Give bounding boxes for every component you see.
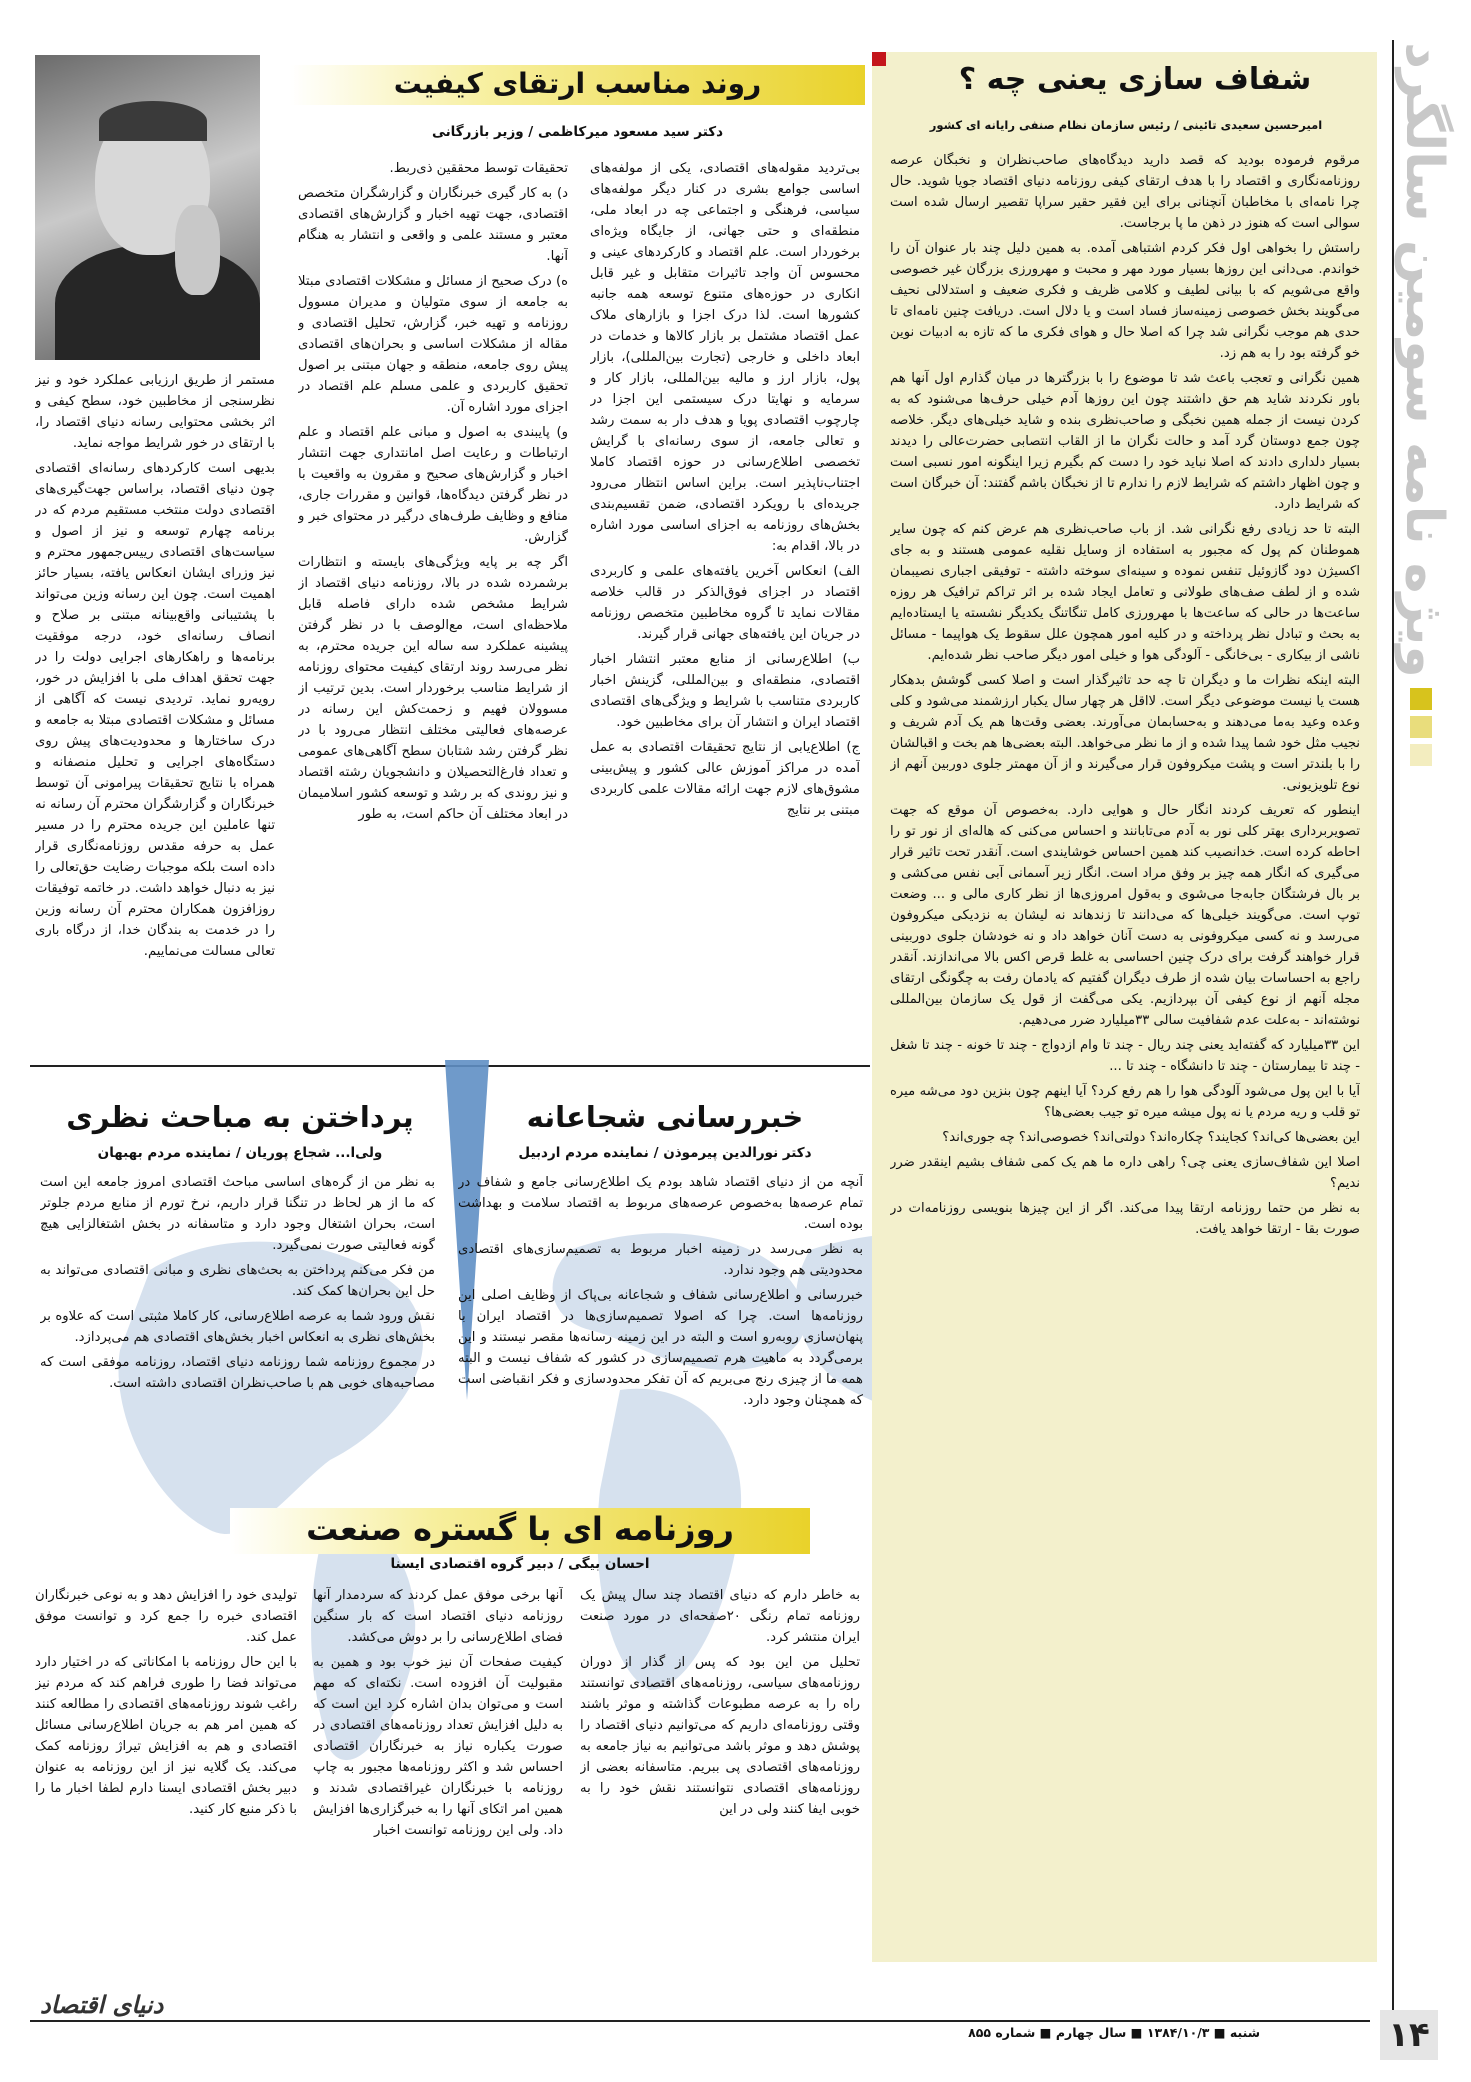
article3-byline: ولی‌ا... شجاع پوریان / نماینده مردم بهبهان [97, 1145, 383, 1161]
banner-square-1 [1410, 688, 1432, 710]
sidebar-body [890, 150, 1360, 1950]
sidebar-paragraph: این ۳۳میلیارد که گفته‌اید یعنی چند ریال - چند تا وام ازدواج - چند تا خونه - چند تا شغل - چند تا بیمارستان - چند تا دانشگاه - چند تا ... [890, 1038, 1360, 1074]
special-issue-banner [1388, 40, 1460, 680]
sidebar-title: شفاف سازی یعنی چه ؟ [958, 62, 1312, 97]
article3-paragraph: من فکر می‌کنم پرداختن به بحث‌های نظری و مبانی اقتصادی می‌تواند به حل این بحران‌ها کمک کند. [40, 1263, 435, 1299]
article1-column-3 [35, 370, 275, 1053]
issue-info: شنبه ■ ۱۳۸۴/۱۰/۳ ■ سال چهارم ■ شماره ۸۵۵ [968, 2025, 1260, 2040]
publication-logo: دنیای اقتصاد [40, 1990, 164, 2019]
banner-text: ویژه نامه سومین سالگرد [1394, 42, 1454, 678]
article2-paragraph: خبررسانی و اطلاع‌رسانی شفاف و شجاعانه بی‌پاک از وظایف اصلی این روزنامه‌ها است. چرا که اصولا تصمیم‌سازی‌ها در اقتصاد ایران با پنهان‌سازی روبه‌رو است و البته در این زمینه رسانه‌ها مقصر نیستند و این برمی‌گردد به ماهیت هرم تصمیم‌سازی در کشور که شفاف نیست و البته همه ما از چیزی رنج می‌بریم که آن تفکر محدودسازی و فکر انقباضی است که همچنان وجود دارد. [458, 1288, 863, 1408]
article1-paragraph: ه) درک صحیح از مسائل و مشکلات اقتصادی مبتلا به جامعه از سوی متولیان و مدیران مسوول روزنامه و تهیه خبر، گزارش، تحلیل اقتصادی و مقاله از مشکلات اساسی و بحران‌های اقتصادی پیش روی جامعه، منطقه و جهان مبتنی بر اصول تحقیق کاربردی و علمی مسلم علم اقتصاد در اجزای مورد اشاره آن. [298, 274, 568, 415]
sidebar-paragraph: اصلا این شفاف‌سازی یعنی چی؟ راهی داره ما هم یک کمی شفاف بشیم اینقدر ضرر ندیم؟ [890, 1155, 1360, 1191]
sidebar-paragraph: مرقوم فرموده بودید که قصد دارید دیدگاه‌های صاحب‌نظران و نخبگان عرصه روزنامه‌نگاری و اقتصاد را با هدف ارتقای کیفی روزنامه دنیای اقتصاد جویا شوید. حال چرا نامه‌ای با مخاطبان آنچنانی برای این فقیر حقیر سراپا تقصیر ارسال شده است سوالی است که هنوز در ذهن ما پا برجاست. [890, 153, 1360, 231]
article4-title: روزنامه ای با گستره صنعت [306, 1510, 734, 1548]
footer-rule [30, 2020, 1370, 2022]
article2-paragraph: آنچه من از دنیای اقتصاد شاهد بودم یک اطلاع‌رسانی جامع و شفاف در تمام عرصه‌ها به‌خصوص عرصه‌های مربوط به اقتصاد سلامت و بهداشت بوده است. [458, 1175, 863, 1232]
article2-paragraph: به نظر می‌رسد در زمینه اخبار مربوط به تصمیم‌سازی‌های اقتصادی محدودیتی هم وجود ندارد. [458, 1242, 863, 1278]
article1-paragraph: و) پایبندی به اصول و مبانی علم اقتصاد و علم ارتباطات و رعایت اصل امانتداری جهت انتشار اخبار و گزارش‌های صحیح و مقرون به واقعیت با در نظر گرفتن دیدگاه‌ها، قوانین و مقررات جاری، منافع و وظایف طرف‌های درگیر در محتوای خبر و گزارش. [298, 425, 568, 545]
article1-paragraph: ج) اطلاع‌یابی از نتایج تحقیقات اقتصادی به عمل آمده در مراکز آموزش عالی کشور و پیش‌بینی مشوق‌های لازم جهت ارائه مقالات علمی کاربردی مبتنی بر نتایج [590, 740, 860, 818]
article4-column-3 [35, 1585, 297, 1955]
article4-column-1 [580, 1585, 860, 1955]
article1-column-1 [590, 158, 860, 1053]
article1-title: روند مناسب ارتقای کیفیت [393, 67, 762, 100]
article3-title: پرداختن به مباحث نظری [66, 1100, 414, 1134]
sidebar-paragraph: راستش را بخواهی اول فکر کردم اشتباهی آمده. به همین دلیل چند بار عنوان آن را خواندم. می‌دانی این روزها بسیار مورد مهر و محبت و مهرورزی بزرگان غیر خصوصی واقع می‌شویم که با بیانی لطیف و کلامی ظریف و فکری ضعیف و استدلالی نحیف می‌گویند بخش خصوصی زمینه‌ساز فساد است و یا دلال است. دریافت چنین نامه‌ای تا حدی هم موجب نگرانی شد چرا که اصلا حال و هوای فکری ما که تازه به ادبیات نوین خو گرفته بود را به هم زد. [890, 241, 1360, 361]
sidebar-paragraph: البته اینکه نظرات ما و دیگران تا چه حد تاثیرگذار است و اصلا کسی گوشش بدهکار هست یا نیست موضوعی دیگر است. لااقل هر چهار سال یکبار ارزشمند می‌شود و کلی وعده وعید به‌ما می‌دهند و به‌حسابمان می‌آورند. بعضی وقت‌ها هم یک آدم شریف و نجیب مثل خود شما پیدا شده و از ما نظر می‌خواهد. البته بعضی‌ها هم بخت و اقبالشان را با بلندتر است و پشت میکروفون قرار می‌گیرند و از آن مهمتر جلوی دوربین آنهم از نوع تلویزیونی. [890, 673, 1360, 793]
banner-square-2 [1410, 716, 1432, 738]
banner-square-3 [1410, 744, 1432, 766]
sidebar-paragraph: آیا با این پول می‌شود آلودگی هوا را هم رفع کرد؟ آیا اینهم چون بنزین دود می‌شه میره تو قلب و ریه مردم یا نه پول میشه میره تو جیب بعضی‌ها؟ [890, 1084, 1360, 1120]
article1-paragraph: ب) اطلاع‌رسانی از منابع معتبر انتشار اخبار اقتصادی، منطقه‌ای و بین‌المللی، گزینش اخبار کاربردی متناسب با شرایط و ویژگی‌های اقتصادی اقتصاد ایران و انتشار آن برای مخاطبین خود. [590, 652, 860, 730]
article4-column-2 [313, 1585, 563, 1955]
article1-column-2 [298, 158, 568, 1053]
article1-paragraph: د) به کار گیری خبرنگاران و گزارشگران متخصص اقتصادی، جهت تهیه اخبار و گزارش‌های اقتصادی معتبر و مستند علمی و واقعی و انتشار به هنگام آنها. [298, 186, 568, 264]
article1-paragraph: اگر چه بر پایه ویژگی‌های بایسته و انتظارات برشمرده شده در بالا، روزنامه دنیای اقتصاد از شرایط مشخص شده دارای فاصله قابل ملاحظه‌ای است، مع‌الوصف با در نظر گرفتن پیشینه عملکرد سه ساله این جریده محترم، به نظر می‌رسد روند ارتقای کیفیت محتوای روزنامه از شرایط مناسب برخوردار است. بدین ترتیب از مسوولان فهیم و زحمت‌کش این رسانه در عرصه‌های فعالیتی مختلف انتظار می‌رود با در نظر گرفتن رشد شتابان سطح آگاهی‌های عمومی و تعداد فارغ‌التحصیلان و دانشجویان رشته اقتصاد و نیز روندی که بر رشد و توسعه کشور اسلامیمان در ابعاد مختلف آن حاکم است، به طور [298, 555, 568, 822]
article3-body [40, 1172, 435, 1482]
article3-paragraph: نقش ورود شما به عرصه اطلاع‌رسانی، کار کاملا مثبتی است که علاوه بر بخش‌های نظری به انعکاس اخبار بخش‌های اقتصادی هم می‌پردازد. [40, 1309, 435, 1345]
article1-byline: دکتر سید مسعود میرکاظمی / وزیر بازرگانی [431, 124, 724, 140]
article1-paragraph: الف) انعکاس آخرین یافته‌های علمی و کاربردی اقتصاد در اجزای فوق‌الذکر در قالب خلاصه مقالات نماید تا گروه مخاطبین متخصص روزنامه در جریان این یافته‌های جهانی قرار گیرند. [590, 564, 860, 642]
article4-paragraph: کیفیت صفحات آن نیز خوب بود و همین به مقبولیت آن افزوده است. نکته‌ای که مهم است و می‌توان بدان اشاره کرد این است که به دلیل افزایش تعداد روزنامه‌های اقتصادی در صورت یکباره نیاز به خبرنگاران اقتصادی احساس شد و اکثر روزنامه‌ها مجبور به چاپ روزنامه با خبرنگاران غیراقتصادی شدند و همین امر اتکای آنها را به خبرگزاری‌ها افزایش داد. ولی این روزنامه توانست اخبار [313, 1655, 563, 1838]
article4-byline: احسان بیگی / دبیر گروه اقتصادی ایسنا [390, 1556, 650, 1572]
article4-paragraph: تولیدی خود را افزایش دهد و به نوعی خبرنگاران اقتصادی خبره را جمع کرد و توانست موفق عمل کند. [35, 1588, 297, 1645]
article1-paragraph: بدیهی است کارکردهای رسانه‌ای اقتصادی چون دنیای اقتصاد، براساس جهت‌گیری‌های اقتصادی دولت منتخب مستقیم مردم که در برنامه چهارم توسعه و نیز از اصول و سیاست‌های اقتصادی رییس‌جمهور محترم و نیز وزرای ایشان انعکاس یافته، بسیار حائز اهمیت است. چون این رسانه وزین می‌تواند با پشتیبانی واقع‌بینانه مبتنی بر صلاح و انصاف رسانه‌ای خود، درجه موفقیت برنامه‌ها و راهکارهای اجرایی دولت را در جهت تحقق اهداف ملی با افزایش در خور، رویه‌رو نماید. تردیدی نیست که آگاهی از مسائل و مشکلات اقتصادی مبتلا به جامعه و درک ساختارها و محدودیت‌های پیش روی دستگاه‌های اجرایی و تحلیل منصفانه و همراه با نتایج تحقیقات پیرامونی آن توسط خبرنگاران و گزارشگران محترم آن رسانه نه تنها عاملین این جریده محترم را در مسیر عمل به حرفه مقدس روزنامه‌نگاری قرار داده است بلکه موجبات رضایت حق‌تعالی را نیز به دنبال خواهد داشت. در خاتمه توفیقات روزافزون همکاران محترم آن رسانه وزین را در خدمت به بندگان خدا، از درگاه باری تعالی مسالت می‌نماییم. [35, 461, 275, 959]
article2-byline: دکتر نورالدین پیرموذن / نماینده مردم اردبیل [518, 1145, 812, 1161]
sidebar-byline: امیرحسین سعیدی تائینی / رئیس سازمان نظام صنفی رایانه ای کشور [929, 118, 1323, 132]
sidebar-marker [872, 52, 886, 66]
sidebar-paragraph: این بعضی‌ها کی‌اند؟ کجایند؟ چکاره‌اند؟ دولتی‌اند؟ خصوصی‌اند؟ چه جوری‌اند؟ [942, 1130, 1360, 1145]
article1-paragraph: بی‌تردید مقوله‌های اقتصادی، یکی از مولفه‌های اساسی جوامع بشری در کنار دیگر مولفه‌های سیاسی، فرهنگی و اجتماعی چه در ابعاد ملی، منطقه‌ای و حتی جهانی، از جایگاه ویژه‌ای برخوردار است. علم اقتصاد و کارکردهای عینی و محسوس آن واجد تاثیرات متقابل و غیر قابل انکاری در حوزه‌های متنوع توسعه همه جانبه کشورها است. لذا درک اجزا و بازارهای ملاک عمل اقتصاد مشتمل بر بازار کالاها و خدمات در ابعاد داخلی و خارجی (تجارت بین‌المللی)، بازار پول، بازار ارز و مالیه بین‌المللی، بازار کار و سرمایه و نهایتا درک سیستمی این اجزا در چارچوب اقتصادی پویا و هدف دار به سمت رشد و تعالی جامعه، از سوی رسانه‌ای با گرایش تخصصی اطلاع‌رسانی در حوزه اقتصاد کاملا اجتناب‌ناپذیر است. براین اساس انتظار می‌رود جریده‌ای با رویکرد اقتصادی، ضمن تقسیم‌بندی بخش‌های روزنامه به اجزای اساسی مورد اشاره در بالا، اقدام به: [590, 161, 860, 554]
article4-paragraph: تحلیل من این بود که پس از گذار از دوران روزنامه‌های سیاسی، روزنامه‌های اقتصادی توانستند راه را به عرصه مطبوعات گذاشته و موثر باشند وقتی روزنامه‌ای داریم که می‌توانیم دنیای اقتصاد را پوشش دهد و موثر باشد می‌توانیم به نیاز جامعه به روزنامه‌های اقتصادی پی ببریم. متاسفانه بعضی از روزنامه‌های اقتصادی نتوانستند نقش خود را به خوبی ایفا کنند ولی در این [580, 1655, 860, 1817]
article3-paragraph: در مجموع روزنامه شما روزنامه دنیای اقتصاد، روزنامه موفقی است که مصاحبه‌های خوبی هم با صاحب‌نظران اقتصادی داشته است. [40, 1355, 435, 1391]
sidebar-paragraph: به نظر من حتما روزنامه ارتقا پیدا می‌کند. اگر از این چیزها بنویسی روزنامه‌ات در صورت بقا - ارتقا خواهد یافت. [890, 1201, 1360, 1237]
article4-paragraph: با این حال روزنامه با امکاناتی که در اختیار دارد می‌تواند فضا را طوری فراهم کند که مردم نیز راغب شوند روزنامه‌های اقتصادی را مطالعه کنند که همین امر هم به جریان اطلاع‌رسانی مسائل اقتصادی و هم به افزایش تیراژ روزنامه کمک می‌کند. یک گلایه نیز از این روزنامه به عنوان دبیر بخش اقتصادی ایسنا دارم لطفا اخبار ما را با ذکر منبع کار کنید. [35, 1655, 297, 1817]
article3-paragraph: به نظر من از گره‌های اساسی مباحث اقتصادی امروز جامعه این است که ما از هر لحاظ در تنگنا قرار داریم، نرخ تورم از منابع مردم جلوتر است، بحران اشتغال وجود دارد و متاسفانه در بخش اشتغالزایی هیچ گونه فعالیتی صورت نمی‌گیرد. [40, 1175, 435, 1253]
author-photo [35, 55, 260, 360]
sidebar-paragraph: البته تا حد زیادی رفع نگرانی شد. از باب صاحب‌نظری هم عرض کنم که چون سایر هموطنان کم پول که مجبور به استفاده از وسایل نقلیه عمومی هستند و به جای اکسیژن دود گازوئیل تنفس نموده و سینه‌ای سوخته داشته - توفیقی اجباری نصیبمان شده و از لطف صف‌های طولانی و تعامل ایجاد شده بر اثر تراکم ترافیک هر روزه ساعت‌ها در حالی که ساعت‌ها با مهرورزی کامل تنگاتنگ یکدیگر نشسته یا ایستاده‌ایم به بحث و تبادل نظر پرداخته و در کلیه امور همچون علل سقوط یک هواپیما - مسائل ناشی از بیکاری - بی‌خانگی - آلودگی هوا و خیلی امور دیگر صاحب نظر شده‌ایم. [890, 522, 1360, 663]
article1-paragraph: تحقیقات توسط محققین ذی‌ربط. [389, 161, 568, 176]
article4-paragraph: به خاطر دارم که دنیای اقتصاد چند سال پیش یک روزنامه تمام رنگی ۲۰صفحه‌ای در مورد صنعت ایران منتشر کرد. [580, 1588, 860, 1645]
article2-body [458, 1172, 863, 1482]
sidebar-paragraph: اینطور که تعریف کردند انگار حال و هوایی دارد. به‌خصوص آن موقع که جهت تصویربرداری بهتر کلی نور به آدم می‌تابانند و احساس می‌کنی که هاله‌ای از نور تو را احاطه کرده است. خدانصیب کند همین احساس خوشایندی است. آنقدر تحت تاثیر قرار می‌گیری که انگار همه چیز بر وفق مراد است. انگار زیر آسمانی آبی نفس می‌کشی و بر بال فرشتگان جابه‌جا می‌شوی و به‌قول امروزی‌ها از نظر کاری مالی و ... وضعت توپ است. می‌گویند خیلی‌ها که می‌دانند تا زندهاند نه لیشان به نزدیکی میکروفون می‌رسد و نه کسی میکروفونی به دست آنان خواهد داد و نه خودشان جلوی دوربینی قرار خواهند گرفت برای درک چنین احساسی به غلط قرص اکس بالا می‌اندازند. آنقدر راجع به احساسات بیان شده از طرف دیگران گفتیم که یادمان رفت به چگونگی ارتقای مجله آنهم از نوع کیفی آن بپردازیم. یکی می‌گفت از قول یک سازمان بین‌المللی نوشته‌اند - به‌علت عدم شفافیت سالی ۳۳میلیارد ضرر می‌دهیم. [890, 803, 1360, 1028]
article1-paragraph: مستمر از طریق ارزیابی عملکرد خود و نیز نظرسنجی از مخاطبین خود، سطح کیفی و اثر بخشی محتوایی رسانه دنیای اقتصاد را، با ارتقای در خور شرایط مواجه نماید. [35, 373, 275, 451]
article4-paragraph: آنها برخی موفق عمل کردند که سردمدار آنها روزنامه دنیای اقتصاد است که بار سنگین فضای اطلاع‌رسانی را بر دوش می‌کشد. [313, 1588, 563, 1645]
sidebar-paragraph: همین نگرانی و تعجب باعث شد تا موضوع را با بزرگترها در میان گذارم اول آنها هم باور نکردند شاید هم حق داشتند چون این روزها آدم خیلی حرف‌ها می‌شنود که به کردن نیست از جمله همین نخبگی و صاحب‌نظری بنده و شاید خیلی‌های دیگر. خلاصه چون جمع دوستان گرد آمد و حالت نگران ما از القاب انتصابی حضرت‌عالی را دیدند بسیار دلداری دادند که اصلا نباید خود را دست کم بگیرم زیرا اینگونه امور نسبی است و چون اظهار داشتم که شرایط لازم را ندارم تا از نخبگان باشم گفتند: آن خبرگان است که شرایط دارد. [890, 371, 1360, 512]
page-number: ۱۴ [1380, 2010, 1438, 2060]
article2-title: خبررسانی شجاعانه [526, 1100, 804, 1134]
